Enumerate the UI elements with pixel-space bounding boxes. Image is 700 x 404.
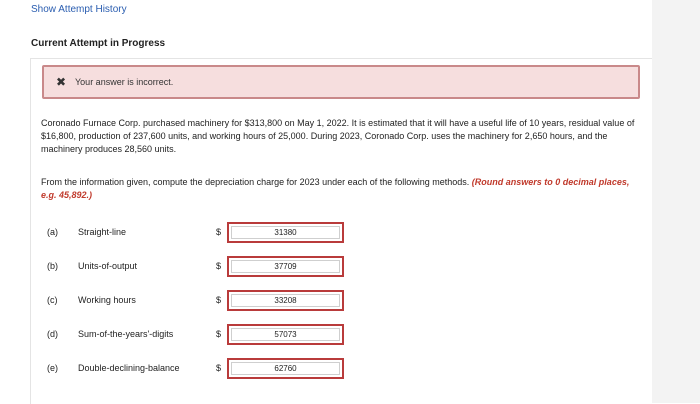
right-gutter bbox=[652, 0, 700, 403]
straight-line-input[interactable] bbox=[227, 222, 344, 243]
instruction-text bbox=[41, 176, 637, 202]
row-letter: (d) bbox=[47, 329, 58, 339]
answer-row-units-of-output bbox=[0, 256, 652, 278]
answer-row-sum-of-years-digits bbox=[0, 324, 652, 346]
dollar-sign: $ bbox=[216, 363, 222, 373]
row-letter: (e) bbox=[47, 363, 58, 373]
double-declining-balance-input[interactable] bbox=[227, 358, 344, 379]
problem-text: Coronado Furnace Corp. purchased machinery for $313,800 on May 1, 2022. It is estimated that it will have a useful life of 10 years, residual value of $16,800, production of 237,600 units, and working hours of 25,000. During 2023, Coronado Corp. uses the machinery for 2,650 hours, and the machinery produces 28,560 units. bbox=[41, 118, 635, 154]
method-label: Straight-line bbox=[78, 227, 127, 237]
method-label: Units-of-output bbox=[78, 261, 138, 271]
current-attempt-heading: Current Attempt in Progress bbox=[31, 38, 166, 49]
dollar-sign: $ bbox=[216, 261, 222, 271]
dollar-sign: $ bbox=[216, 295, 222, 305]
row-letter: (a) bbox=[47, 227, 58, 237]
units-of-output-input[interactable] bbox=[227, 256, 344, 277]
rounding-note: (Round answers to 0 decimal places, e.g. 45,892.) bbox=[41, 177, 630, 200]
answer-row-double-declining-balance bbox=[0, 358, 652, 380]
feedback-banner bbox=[42, 65, 640, 99]
feedback-message: Your answer is incorrect. bbox=[75, 77, 174, 87]
working-hours-input[interactable] bbox=[227, 290, 344, 311]
row-letter: (c) bbox=[47, 295, 58, 305]
method-label: Sum-of-the-years'-digits bbox=[78, 329, 174, 339]
dollar-sign: $ bbox=[216, 227, 222, 237]
method-label: Double-declining-balance bbox=[78, 363, 180, 373]
row-letter: (b) bbox=[47, 261, 58, 271]
answer-row-straight-line bbox=[0, 222, 652, 244]
dollar-sign: $ bbox=[216, 329, 222, 339]
x-icon: ✖ bbox=[56, 75, 67, 89]
sum-of-years-digits-input[interactable] bbox=[227, 324, 344, 345]
answer-row-working-hours bbox=[0, 290, 652, 312]
instruction-main: From the information given, compute the depreciation charge for 2023 under each of the following methods. bbox=[41, 177, 470, 187]
show-attempt-history-link[interactable]: Show Attempt History bbox=[31, 4, 127, 15]
method-label: Working hours bbox=[78, 295, 136, 305]
